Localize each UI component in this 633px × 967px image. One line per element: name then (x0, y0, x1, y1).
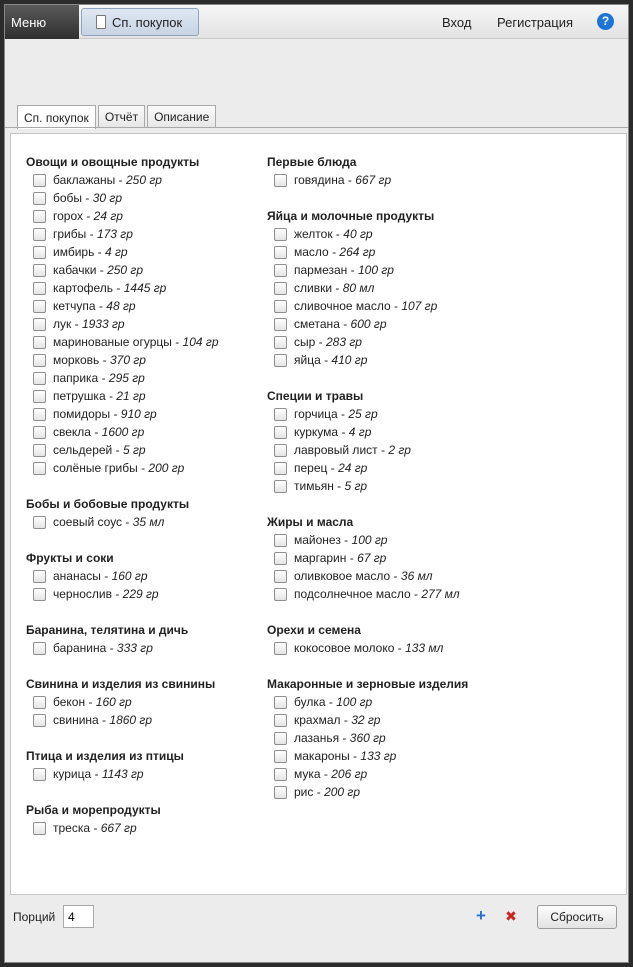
ingredient-item (267, 423, 371, 441)
ingredient-separator: - (137, 461, 149, 475)
ingredient-name: картофель (53, 281, 114, 295)
ingredient-separator: - (332, 227, 344, 241)
ingredient-checkbox[interactable] (33, 588, 46, 601)
ingredient-name: кабачки (53, 263, 97, 277)
menu-label: Меню (11, 14, 47, 30)
ingredient-checkbox[interactable] (33, 570, 46, 583)
document-icon (96, 15, 106, 29)
ingredient-quantity: 48 гр (106, 299, 136, 313)
ingredient-item (26, 765, 144, 783)
ingredient-item (26, 441, 146, 459)
ingredient-item (26, 261, 143, 279)
ingredient-quantity: 200 гр (148, 461, 185, 475)
ingredient-item (267, 693, 372, 711)
ingredient-quantity: 100 гр (336, 695, 373, 709)
ingredient-name: чернослив (53, 587, 112, 601)
ingredient-checkbox[interactable] (33, 210, 46, 223)
ingredient-quantity: 24 гр (338, 461, 368, 475)
ingredient-separator: - (346, 551, 358, 565)
ingredient-checkbox[interactable] (274, 642, 287, 655)
ingredient-separator: - (340, 713, 352, 727)
ingredient-item (267, 477, 367, 495)
ingredient-separator: - (98, 713, 110, 727)
ingredient-name: маринованые огурцы (53, 335, 172, 349)
ingredient-item (26, 423, 144, 441)
ingredient-quantity: 277 мл (421, 587, 460, 601)
help-icon[interactable]: ? (597, 13, 614, 30)
ingredient-name: треска (53, 821, 91, 835)
ingredient-checkbox[interactable] (274, 228, 287, 241)
ingredient-name: свекла (53, 425, 91, 439)
ingredient-quantity: 1600 гр (101, 425, 145, 439)
ingredient-checkbox[interactable] (274, 444, 287, 457)
category-title: Яйца и молочные продукты (267, 209, 435, 223)
ingredient-quantity: 21 гр (116, 389, 146, 403)
ingredient-quantity: 173 гр (96, 227, 133, 241)
ingredient-checkbox[interactable] (33, 714, 46, 727)
app-window (4, 4, 629, 963)
tab-report[interactable] (98, 105, 145, 128)
ingredient-separator: - (90, 425, 102, 439)
category-title: Макаронные и зерновые изделия (267, 677, 469, 691)
ingredient-separator: - (85, 695, 96, 709)
ingredient-quantity: 333 гр (116, 641, 153, 655)
ingredient-quantity: 4 гр (348, 425, 372, 439)
ingredient-name: желток (294, 227, 333, 241)
ingredient-checkbox[interactable] (274, 408, 287, 421)
ingredient-quantity: 600 гр (350, 317, 387, 331)
ingredient-quantity: 36 мл (400, 569, 433, 583)
ingredient-quantity: 5 гр (122, 443, 146, 457)
ingredient-quantity: 1143 гр (101, 767, 144, 781)
ingredient-item (267, 261, 394, 279)
ingredient-item (267, 585, 460, 603)
ingredient-checkbox[interactable] (274, 462, 287, 475)
ingredient-quantity: 32 гр (351, 713, 381, 727)
ingredient-checkbox[interactable] (274, 264, 287, 277)
ingredient-checkbox[interactable] (274, 336, 287, 349)
category-title: Птица и изделия из птицы (26, 749, 184, 763)
ingredient-separator: - (111, 587, 123, 601)
ingredient-separator: - (71, 317, 82, 331)
ingredient-separator: - (349, 749, 361, 763)
ingredient-item (267, 297, 437, 315)
ingredient-quantity: 283 гр (325, 335, 362, 349)
ingredient-name: бекон (53, 695, 86, 709)
ingredient-separator: - (315, 335, 326, 349)
ingredient-checkbox[interactable] (33, 336, 46, 349)
ingredient-checkbox[interactable] (274, 750, 287, 763)
ingredient-quantity: 200 гр (324, 785, 361, 799)
ingredient-separator: - (340, 533, 352, 547)
ingredient-item (267, 405, 378, 423)
ingredient-checkbox[interactable] (274, 588, 287, 601)
ingredient-item (26, 243, 128, 261)
login-link[interactable]: Вход (442, 15, 472, 30)
ingredient-item (267, 765, 367, 783)
ingredient-quantity: 24 гр (93, 209, 123, 223)
category-title: Специи и травы (267, 389, 364, 403)
ingredient-item (267, 171, 391, 189)
tab-label: Описание (154, 110, 210, 124)
ingredient-item (26, 189, 122, 207)
category-title: Рыба и морепродукты (26, 803, 161, 817)
ingredient-item (26, 369, 145, 387)
ingredient-item (26, 567, 148, 585)
reset-button[interactable]: Сбросить (537, 905, 617, 929)
ingredient-item (26, 207, 123, 225)
ingredient-checkbox[interactable] (33, 696, 46, 709)
ingredient-name: сливочное масло (294, 299, 391, 313)
ingredient-quantity: 295 гр (108, 371, 145, 385)
ingredient-separator: - (90, 821, 101, 835)
ingredient-item (267, 639, 443, 657)
ingredient-checkbox[interactable] (274, 552, 287, 565)
ingredient-item (267, 315, 387, 333)
tab-shopping-list[interactable] (17, 105, 96, 129)
ingredient-name: лазанья (294, 731, 340, 745)
ingredient-name: куркума (294, 425, 339, 439)
ingredient-checkbox[interactable] (274, 282, 287, 295)
ingredient-checkbox[interactable] (274, 768, 287, 781)
add-icon[interactable]: + (476, 906, 486, 925)
category-title: Орехи и семена (267, 623, 361, 637)
ingredient-quantity: 250 гр (125, 173, 162, 187)
shopping-list-panel (10, 133, 627, 895)
ingredient-separator: - (339, 317, 351, 331)
tab-label: Отчёт (104, 110, 139, 124)
ingredient-name: кокосовое молоко (294, 641, 395, 655)
ingredient-quantity: 100 гр (351, 533, 388, 547)
ingredient-separator: - (82, 191, 93, 205)
ingredient-quantity: 133 гр (360, 749, 397, 763)
tab-divider (5, 127, 628, 128)
ingredient-checkbox[interactable] (33, 192, 46, 205)
category-title: Первые блюда (267, 155, 357, 169)
ingredient-item (267, 459, 367, 477)
ingredient-name: грибы (53, 227, 87, 241)
ingredient-checkbox[interactable] (33, 390, 46, 403)
ingredient-checkbox[interactable] (274, 534, 287, 547)
ingredient-quantity: 100 гр (357, 263, 394, 277)
ingredient-separator: - (332, 281, 343, 295)
ingredient-name: мука (294, 767, 321, 781)
tab-description[interactable] (147, 105, 216, 128)
ingredient-checkbox[interactable] (33, 768, 46, 781)
ingredient-quantity: 160 гр (95, 695, 132, 709)
ingredient-separator: - (100, 569, 112, 583)
ingredient-quantity: 1445 гр (123, 281, 167, 295)
ingredient-name: солёные грибы (53, 461, 138, 475)
ingredient-item (267, 747, 396, 765)
ingredient-checkbox[interactable] (274, 246, 287, 259)
ingredient-separator: - (99, 353, 110, 367)
ingredient-separator: - (98, 371, 109, 385)
ingredient-checkbox[interactable] (33, 228, 46, 241)
ingredient-separator: - (328, 245, 340, 259)
ingredient-quantity: 160 гр (111, 569, 148, 583)
ingredient-checkbox[interactable] (274, 318, 287, 331)
ingredient-quantity: 370 гр (109, 353, 146, 367)
ingredient-checkbox[interactable] (274, 300, 287, 313)
ingredient-checkbox[interactable] (33, 318, 46, 331)
ingredient-name: перец (294, 461, 328, 475)
ingredient-name: кетчупа (53, 299, 96, 313)
ingredient-checkbox[interactable] (33, 372, 46, 385)
ingredient-item (267, 783, 360, 801)
ingredient-name: сельдерей (53, 443, 113, 457)
ingredient-item (26, 711, 152, 729)
ingredient-quantity: 2 гр (388, 443, 411, 457)
ingredient-separator: - (327, 461, 339, 475)
ingredient-item (26, 171, 162, 189)
ingredient-name: курица (53, 767, 92, 781)
ingredient-checkbox[interactable] (274, 696, 287, 709)
ingredient-checkbox[interactable] (33, 408, 46, 421)
ingredient-separator: - (394, 641, 406, 655)
ingredient-item (26, 405, 157, 423)
ingredient-item (26, 225, 133, 243)
ingredient-separator: - (390, 569, 401, 583)
ingredient-quantity: 4 гр (105, 245, 128, 259)
ingredient-separator: - (325, 695, 337, 709)
category-title: Жиры и масла (267, 515, 354, 529)
ingredient-checkbox[interactable] (33, 822, 46, 835)
ingredient-item (267, 279, 374, 297)
ingredient-name: бобы (53, 191, 83, 205)
ingredient-separator: - (113, 281, 124, 295)
register-link[interactable]: Регистрация (497, 15, 573, 30)
ingredient-separator: - (110, 407, 121, 421)
ingredient-separator: - (377, 443, 389, 457)
ingredient-separator: - (344, 173, 356, 187)
ingredient-checkbox[interactable] (274, 174, 287, 187)
ingredient-item (26, 333, 219, 351)
category-title: Фрукты и соки (26, 551, 114, 565)
ingredient-item (26, 315, 125, 333)
ingredient-item (267, 441, 411, 459)
ingredient-checkbox[interactable] (33, 282, 46, 295)
ingredient-item (267, 567, 433, 585)
ingredient-quantity: 264 гр (339, 245, 376, 259)
ingredient-item (267, 729, 386, 747)
tab-bar (17, 105, 218, 128)
category-title: Баранина, телятина и дичь (26, 623, 189, 637)
ingredient-name: говядина (294, 173, 345, 187)
ingredient-name: горох (53, 209, 83, 223)
ingredient-item (26, 387, 146, 405)
ingredient-item (267, 351, 367, 369)
ingredient-checkbox[interactable] (274, 480, 287, 493)
ingredient-item (267, 243, 375, 261)
ingredient-item (26, 459, 184, 477)
ingredient-name: паприка (53, 371, 99, 385)
ingredient-quantity: 104 гр (182, 335, 219, 349)
ingredient-checkbox[interactable] (33, 444, 46, 457)
ingredient-checkbox[interactable] (33, 642, 46, 655)
ingredient-separator: - (320, 353, 332, 367)
ingredient-quantity: 25 гр (348, 407, 378, 421)
ingredient-quantity: 667 гр (355, 173, 392, 187)
ingredient-name: оливковое масло (294, 569, 391, 583)
ingredient-separator: - (347, 263, 358, 277)
ingredient-item (26, 693, 132, 711)
ingredient-checkbox[interactable] (274, 786, 287, 799)
ingredient-quantity: 667 гр (100, 821, 137, 835)
ingredient-name: булка (294, 695, 326, 709)
tab-label: Сп. покупок (24, 110, 89, 125)
ingredient-separator: - (171, 335, 183, 349)
ingredient-name: лук (53, 317, 72, 331)
delete-icon[interactable]: ✖ (505, 908, 517, 924)
ingredient-separator: - (115, 173, 126, 187)
ingredient-name: ананасы (53, 569, 101, 583)
ingredient-separator: - (83, 209, 94, 223)
ingredient-quantity: 229 гр (122, 587, 159, 601)
ingredient-name: масло (294, 245, 329, 259)
servings-label: Порций (13, 910, 56, 924)
ingredient-name: рис (294, 785, 314, 799)
menu-button[interactable] (5, 5, 79, 39)
ingredient-name: сметана (294, 317, 340, 331)
ingredient-checkbox[interactable] (33, 264, 46, 277)
ingredient-quantity: 1860 гр (109, 713, 153, 727)
ingredient-name: помидоры (53, 407, 111, 421)
ingredient-checkbox[interactable] (33, 516, 46, 529)
ingredient-separator: - (320, 767, 332, 781)
ingredient-item (26, 819, 137, 837)
ingredient-separator: - (106, 641, 117, 655)
ingredient-checkbox[interactable] (274, 426, 287, 439)
ingredient-separator: - (410, 587, 422, 601)
ingredient-quantity: 30 гр (92, 191, 122, 205)
ingredient-checkbox[interactable] (33, 354, 46, 367)
ingredient-checkbox[interactable] (274, 570, 287, 583)
ingredient-item (26, 279, 166, 297)
ingredient-checkbox[interactable] (274, 732, 287, 745)
ingredient-checkbox[interactable] (33, 174, 46, 187)
ingredient-item (267, 333, 362, 351)
ingredient-quantity: 250 гр (107, 263, 144, 277)
ingredient-checkbox[interactable] (33, 462, 46, 475)
ingredient-name: яйца (294, 353, 321, 367)
ingredient-item (26, 351, 146, 369)
ingredient-checkbox[interactable] (274, 714, 287, 727)
ingredient-item (26, 585, 159, 603)
ingredient-quantity: 360 гр (349, 731, 386, 745)
ingredient-separator: - (91, 767, 102, 781)
ingredient-separator: - (313, 785, 325, 799)
ingredient-name: соевый соус (53, 515, 123, 529)
ingredient-name: майонез (294, 533, 341, 547)
ingredient-separator: - (112, 443, 123, 457)
ingredient-name: баранина (53, 641, 107, 655)
ingredient-separator: - (337, 407, 349, 421)
ingredient-name: маргарин (294, 551, 347, 565)
ingredient-name: петрушка (53, 389, 106, 403)
ingredient-quantity: 40 гр (343, 227, 373, 241)
ingredient-name: баклажаны (53, 173, 116, 187)
ingredient-checkbox[interactable] (274, 354, 287, 367)
ingredient-item (267, 531, 387, 549)
category-title: Бобы и бобовые продукты (26, 497, 190, 511)
ingredient-quantity: 206 гр (331, 767, 368, 781)
ingredient-separator: - (339, 731, 350, 745)
ingredient-separator: - (105, 389, 117, 403)
ingredient-name: подсолнечное масло (294, 587, 411, 601)
ingredient-item (267, 225, 373, 243)
ingredient-quantity: 5 гр (344, 479, 368, 493)
ingredient-name: пармезан (294, 263, 348, 277)
servings-input[interactable] (63, 905, 94, 928)
ingredient-checkbox[interactable] (33, 426, 46, 439)
ingredient-checkbox[interactable] (33, 300, 46, 313)
ingredient-item (26, 639, 153, 657)
ingredient-separator: - (338, 425, 349, 439)
ingredient-quantity: 107 гр (401, 299, 438, 313)
ingredient-name: имбирь (53, 245, 95, 259)
ingredient-name: макароны (294, 749, 350, 763)
ingredient-separator: - (96, 263, 108, 277)
ingredient-name: сыр (294, 335, 316, 349)
ingredient-name: крахмал (294, 713, 341, 727)
ingredient-separator: - (94, 245, 105, 259)
shopping-list-label: Сп. покупок (112, 14, 183, 30)
ingredient-item (26, 513, 164, 531)
ingredient-name: лавровый лист (294, 443, 378, 457)
ingredient-item (267, 711, 380, 729)
ingredient-item (267, 549, 386, 567)
ingredient-separator: - (122, 515, 133, 529)
ingredient-name: горчица (294, 407, 338, 421)
ingredient-item (26, 297, 136, 315)
ingredient-separator: - (86, 227, 97, 241)
ingredient-quantity: 80 мл (342, 281, 375, 295)
ingredient-separator: - (390, 299, 402, 313)
ingredient-quantity: 910 гр (120, 407, 157, 421)
category-title: Овощи и овощные продукты (26, 155, 200, 169)
ingredient-quantity: 133 мл (405, 641, 444, 655)
ingredient-name: морковь (53, 353, 100, 367)
ingredient-separator: - (333, 479, 345, 493)
ingredient-quantity: 410 гр (331, 353, 368, 367)
ingredient-separator: - (95, 299, 107, 313)
top-bar (5, 5, 628, 39)
ingredient-name: тимьян (294, 479, 334, 493)
ingredient-quantity: 35 мл (132, 515, 165, 529)
ingredient-name: сливки (294, 281, 333, 295)
category-title: Свинина и изделия из свинины (26, 677, 216, 691)
ingredient-checkbox[interactable] (33, 246, 46, 259)
shopping-list-button[interactable] (81, 8, 199, 36)
ingredient-name: свинина (53, 713, 99, 727)
ingredient-quantity: 67 гр (357, 551, 387, 565)
ingredient-quantity: 1933 гр (81, 317, 125, 331)
